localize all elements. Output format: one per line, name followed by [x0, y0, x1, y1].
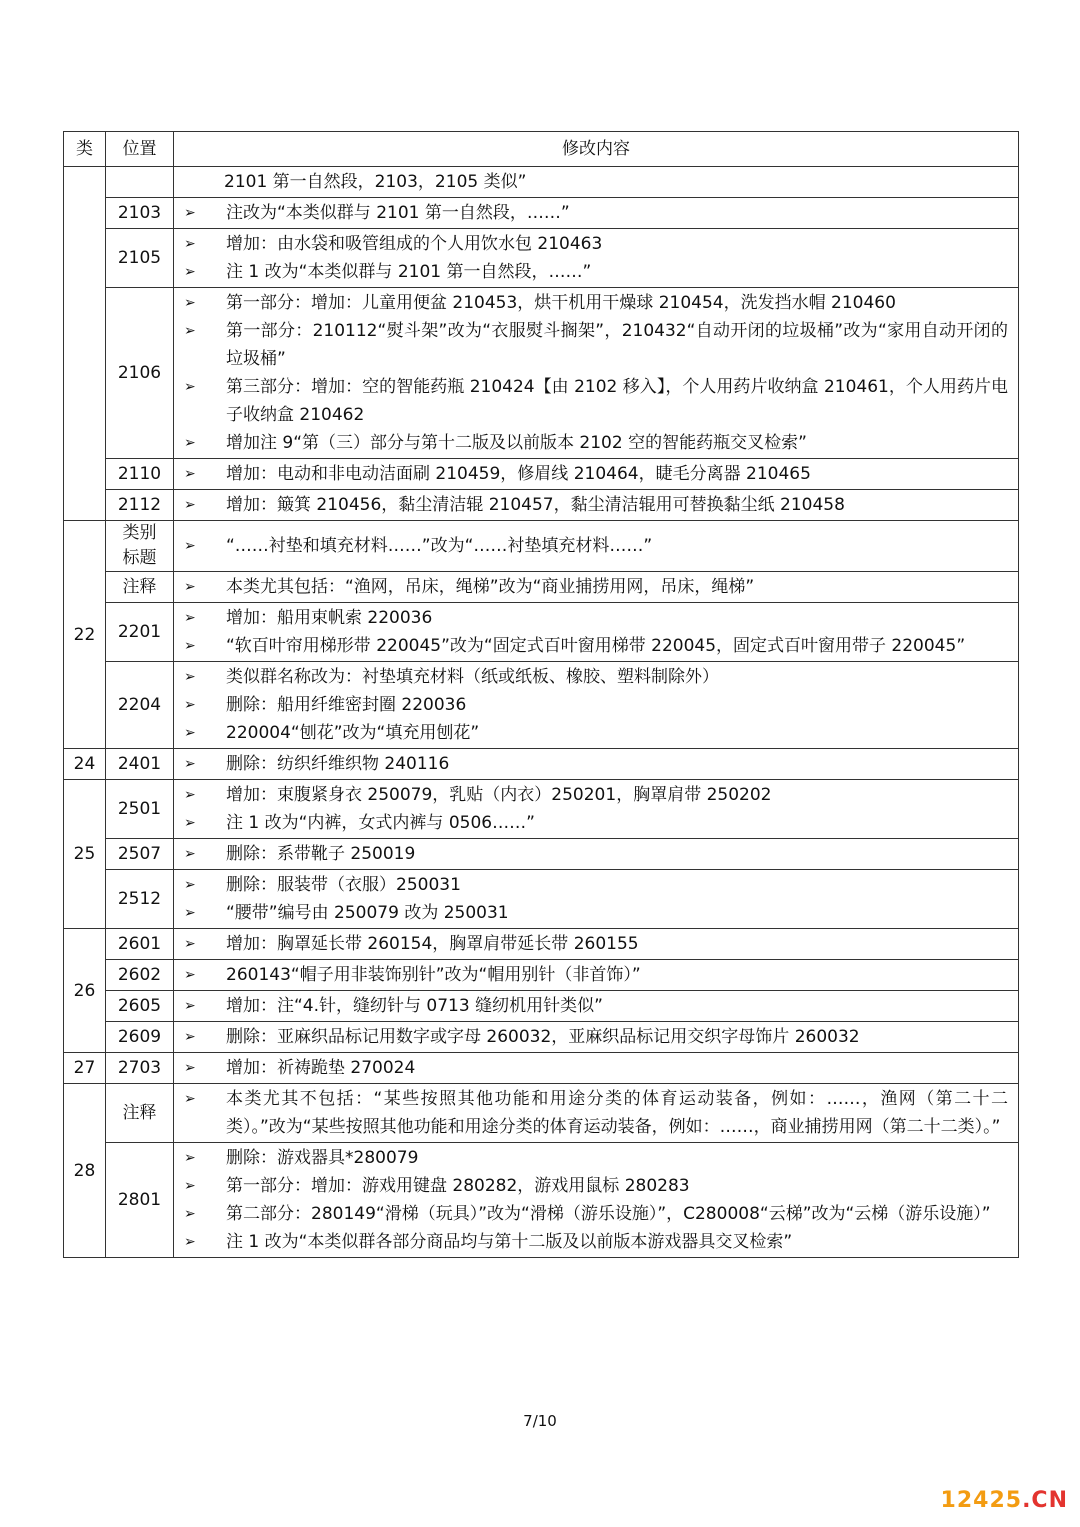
bullet-item: [182, 632, 1008, 660]
position-cell: 注释: [106, 1084, 174, 1143]
table-row: [64, 870, 1019, 929]
bullet-item: [182, 719, 1008, 747]
amendment-table: [63, 131, 1019, 1258]
arrow-bullet-icon: ➢: [184, 638, 196, 654]
watermark-domain: .CN: [1022, 1488, 1068, 1513]
table-row: [64, 780, 1019, 839]
bullet-item: [182, 930, 1008, 958]
bullet-item: [182, 573, 1008, 601]
bullet-item: [182, 840, 1008, 868]
arrow-bullet-icon: ➢: [184, 725, 196, 741]
table-row: [64, 1053, 1019, 1084]
table-row: [64, 1022, 1019, 1053]
position-cell: 2103: [106, 198, 174, 229]
bullet-text: 第一部分：210112“熨斗架”改为“衣服熨斗搁架”，210432“自动开闭的垃圾桶”改为“家用自动开闭的垃圾桶”: [226, 321, 1008, 369]
arrow-bullet-icon: ➢: [184, 323, 196, 339]
bullet-item: [182, 604, 1008, 632]
arrow-bullet-icon: ➢: [184, 1060, 196, 1076]
table-row: [64, 662, 1019, 749]
arrow-bullet-icon: ➢: [184, 236, 196, 252]
bullet-text: 注 1 改为“本类似群与 2101 第一自然段，……”: [226, 262, 592, 282]
arrow-bullet-icon: ➢: [184, 877, 196, 893]
table-row: [64, 198, 1019, 229]
arrow-bullet-icon: ➢: [184, 435, 196, 451]
arrow-bullet-icon: ➢: [184, 579, 196, 595]
header-position: 位置: [106, 132, 174, 167]
bullet-text: 220004“刨花”改为“填充用刨花”: [226, 723, 480, 743]
position-cell: 2105: [106, 229, 174, 288]
bullet-text: 类似群名称改为：衬垫填充材料（纸或纸板、橡胶、塑料制除外）: [226, 667, 719, 687]
content-cell: [174, 870, 1019, 929]
bullet-item: [182, 230, 1008, 258]
bullet-text: 第一部分：增加：游戏用键盘 280282，游戏用鼠标 280283: [226, 1176, 690, 1196]
table-header-row: [64, 132, 1019, 167]
class-cell: 27: [64, 1053, 106, 1084]
table-row: [64, 167, 1019, 198]
table-row: [64, 1143, 1019, 1258]
bullet-item: [182, 460, 1008, 488]
bullet-item: [182, 1085, 1008, 1141]
arrow-bullet-icon: ➢: [184, 846, 196, 862]
arrow-bullet-icon: ➢: [184, 669, 196, 685]
arrow-bullet-icon: ➢: [184, 1234, 196, 1250]
class-cell: [64, 167, 106, 521]
bullet-text: 第二部分：280149“滑梯（玩具）”改为“滑梯（游乐设施）”，C280008“云梯”改为“云梯（游乐设施）”: [226, 1204, 991, 1224]
bullet-item: [182, 691, 1008, 719]
class-cell: 25: [64, 780, 106, 929]
position-cell: 注释: [106, 572, 174, 603]
bullet-item: [182, 750, 1008, 778]
bullet-item: [182, 809, 1008, 837]
content-cell: [174, 288, 1019, 459]
position-cell: 2507: [106, 839, 174, 870]
bullet-item: [182, 1144, 1008, 1172]
position-cell: 2602: [106, 960, 174, 991]
bullet-item: [182, 289, 1008, 317]
bullet-item: [182, 258, 1008, 286]
bullet-item: [182, 871, 1008, 899]
bullet-item: [182, 781, 1008, 809]
content-cell: [174, 991, 1019, 1022]
bullet-text: 260143“帽子用非装饰别针”改为“帽用别针（非首饰）”: [226, 965, 641, 985]
class-cell: 28: [64, 1084, 106, 1258]
bullet-text: 增加：电动和非电动洁面刷 210459，修眉线 210464，睫毛分离器 210465: [226, 464, 811, 484]
position-cell: [106, 521, 174, 572]
position-cell: 2106: [106, 288, 174, 459]
content-cell: [174, 1143, 1019, 1258]
arrow-bullet-icon: ➢: [184, 787, 196, 803]
bullet-text: 增加：簸箕 210456，黏尘清洁辊 210457，黏尘清洁辊用可替换黏尘纸 210458: [226, 495, 845, 515]
content-cell: [174, 198, 1019, 229]
bullet-item: [182, 961, 1008, 989]
bullet-item: [182, 1172, 1008, 1200]
content-cell: [174, 490, 1019, 521]
table-row: [64, 839, 1019, 870]
arrow-bullet-icon: ➢: [184, 756, 196, 772]
table-row: [64, 749, 1019, 780]
bullet-text: 注改为“本类似群与 2101 第一自然段，……”: [226, 203, 570, 223]
table-row: [64, 459, 1019, 490]
arrow-bullet-icon: ➢: [184, 967, 196, 983]
content-cell: [174, 1084, 1019, 1143]
bullet-text: “软百叶帘用梯形带 220045”改为“固定式百叶窗用梯带 220045，固定式百叶窗用带子 220045”: [226, 636, 966, 656]
watermark-logo: [941, 1488, 1068, 1513]
arrow-bullet-icon: ➢: [184, 295, 196, 311]
bullet-item: [182, 373, 1008, 429]
bullet-text: 增加：注“4.针，缝纫针与 0713 缝纫机用针类似”: [226, 996, 603, 1016]
header-class: 类: [64, 132, 106, 167]
header-content: 修改内容: [174, 132, 1019, 167]
table-row: [64, 521, 1019, 572]
arrow-bullet-icon: ➢: [184, 379, 196, 395]
table-row: [64, 929, 1019, 960]
bullet-text: 删除：游戏器具*280079: [226, 1148, 419, 1168]
bullet-text: 注 1 改为“本类似群各部分商品均与第十二版及以前版本游戏器具交叉检索”: [226, 1232, 793, 1252]
content-cell: [174, 662, 1019, 749]
position-cell: 2112: [106, 490, 174, 521]
position-cell: 2512: [106, 870, 174, 929]
table-row: [64, 960, 1019, 991]
bullet-item: [182, 1023, 1008, 1051]
bullet-text: 第一部分：增加：儿童用便盆 210453，烘干机用干燥球 210454，洗发挡水帽 210460: [226, 293, 896, 313]
position-cell: 2609: [106, 1022, 174, 1053]
bullet-text: 增加：胸罩延长带 260154，胸罩肩带延长带 260155: [226, 934, 639, 954]
watermark-number: 12425: [940, 1488, 1023, 1513]
arrow-bullet-icon: ➢: [184, 1029, 196, 1045]
content-cell: [174, 960, 1019, 991]
position-cell: 2601: [106, 929, 174, 960]
arrow-bullet-icon: ➢: [184, 1091, 196, 1107]
bullet-text: 本类尤其包括：“渔网，吊床，绳梯”改为“商业捕捞用网，吊床，绳梯”: [226, 577, 755, 597]
content-cell: [174, 229, 1019, 288]
position-label-line: 标题: [122, 548, 157, 568]
bullet-text: 注 1 改为“内裤，女式内裤与 0506……”: [226, 813, 535, 833]
content-cell: [174, 603, 1019, 662]
bullet-text: 增加：祈祷跪垫 270024: [226, 1058, 416, 1078]
content-cell: [174, 167, 1019, 198]
table-row: [64, 490, 1019, 521]
bullet-item: [182, 1200, 1008, 1228]
table-row: [64, 991, 1019, 1022]
content-cell: [174, 459, 1019, 490]
table-row: [64, 229, 1019, 288]
bullet-item: [182, 1228, 1008, 1256]
content-cell: [174, 572, 1019, 603]
content-cell: [174, 780, 1019, 839]
bullet-text: 删除：纺织纤维织物 240116: [226, 754, 450, 774]
position-cell: 2204: [106, 662, 174, 749]
bullet-text: 删除：系带靴子 250019: [226, 844, 416, 864]
arrow-bullet-icon: ➢: [184, 998, 196, 1014]
table-row: [64, 288, 1019, 459]
bullet-text: 增加：船用束帆索 220036: [226, 608, 433, 628]
content-cell: [174, 749, 1019, 780]
position-label-line: 类别: [122, 523, 157, 543]
continuation-text: 2101 第一自然段，2103，2105 类似”: [224, 172, 527, 192]
arrow-bullet-icon: ➢: [184, 1150, 196, 1166]
bullet-text: 删除：船用纤维密封圈 220036: [226, 695, 467, 715]
bullet-item: [182, 199, 1008, 227]
content-cell: [174, 1022, 1019, 1053]
position-cell: 2201: [106, 603, 174, 662]
bullet-text: “腰带”编号由 250079 改为 250031: [226, 903, 509, 923]
content-cell: [174, 839, 1019, 870]
bullet-item: [182, 532, 1008, 560]
class-cell: 24: [64, 749, 106, 780]
bullet-text: 增加注 9“第（三）部分与第十二版及以前版本 2102 空的智能药瓶交叉检索”: [226, 433, 807, 453]
arrow-bullet-icon: ➢: [184, 497, 196, 513]
position-cell: 2801: [106, 1143, 174, 1258]
arrow-bullet-icon: ➢: [184, 697, 196, 713]
content-cell: [174, 521, 1019, 572]
position-cell: 2110: [106, 459, 174, 490]
bullet-text: “……衬垫和填充材料……”改为“……衬垫填充材料……”: [226, 536, 653, 556]
bullet-item: [182, 899, 1008, 927]
content-cell: [174, 1053, 1019, 1084]
page-number: 7/10: [523, 1412, 557, 1430]
bullet-item: [182, 491, 1008, 519]
bullet-text: 增加：由水袋和吸管组成的个人用饮水包 210463: [226, 234, 603, 254]
bullet-item: [182, 317, 1008, 373]
arrow-bullet-icon: ➢: [184, 1178, 196, 1194]
position-cell: 2401: [106, 749, 174, 780]
arrow-bullet-icon: ➢: [184, 936, 196, 952]
arrow-bullet-icon: ➢: [184, 1206, 196, 1222]
position-cell: 2501: [106, 780, 174, 839]
table-row: [64, 572, 1019, 603]
arrow-bullet-icon: ➢: [184, 466, 196, 482]
bullet-text: 删除：亚麻织品标记用数字或字母 260032，亚麻织品标记用交织字母饰片 260032: [226, 1027, 860, 1047]
bullet-text: 删除：服装带（衣服）250031: [226, 875, 461, 895]
arrow-bullet-icon: ➢: [184, 905, 196, 921]
bullet-item: [182, 1054, 1008, 1082]
position-cell: 2605: [106, 991, 174, 1022]
table-row: [64, 1084, 1019, 1143]
bullet-item: [182, 663, 1008, 691]
arrow-bullet-icon: ➢: [184, 610, 196, 626]
arrow-bullet-icon: ➢: [184, 205, 196, 221]
table-row: [64, 603, 1019, 662]
bullet-text: 本类尤其不包括：“某些按照其他功能和用途分类的体育运动装备，例如：……，渔网（第二十二类）。”改为“某些按照其他功能和用途分类的体育运动装备，例如：……，商业捕捞用网（第二十二类）。”: [226, 1089, 1008, 1137]
position-cell: 2703: [106, 1053, 174, 1084]
class-cell: 22: [64, 521, 106, 749]
bullet-text: 第三部分：增加：空的智能药瓶 210424【由 2102 移入】，个人用药片收纳盒 210461，个人用药片电子收纳盒 210462: [226, 377, 1008, 425]
position-cell: [106, 167, 174, 198]
bullet-item: [182, 429, 1008, 457]
content-cell: [174, 929, 1019, 960]
arrow-bullet-icon: ➢: [184, 538, 196, 554]
class-cell: 26: [64, 929, 106, 1053]
bullet-text: 增加：束腹紧身衣 250079，乳贴（内衣）250201，胸罩肩带 250202: [226, 785, 772, 805]
arrow-bullet-icon: ➢: [184, 264, 196, 280]
arrow-bullet-icon: ➢: [184, 815, 196, 831]
bullet-item: [182, 992, 1008, 1020]
